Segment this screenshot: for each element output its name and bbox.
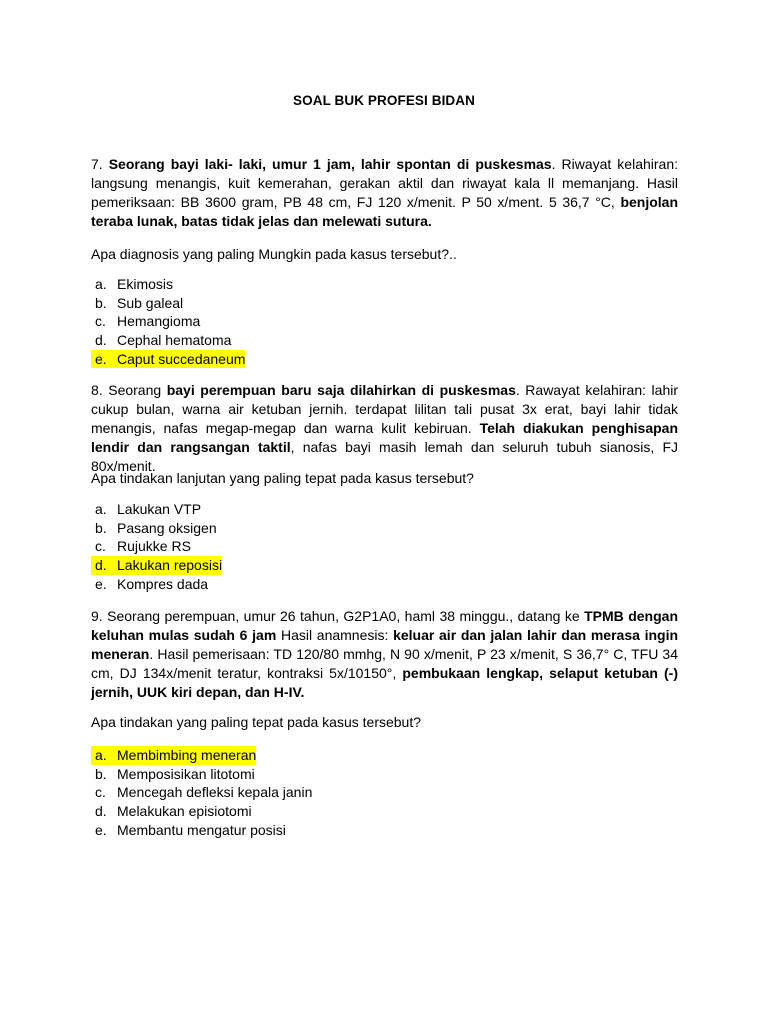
- option-b: b. Sub galeal: [95, 294, 184, 311]
- question-emphasis: keluar air dan jalan lahir dan merasa ingin meneran: [91, 627, 679, 662]
- question-8-prompt: Apa tindakan lanjutan yang paling tepat pada kasus tersebut?: [91, 470, 474, 486]
- option-d-answer: [91, 556, 678, 575]
- option-a-answer: [91, 746, 678, 765]
- question-emphasis: Seorang bayi laki- laki, umur 1 jam, lahir spontan di puskesmas: [108, 156, 552, 172]
- question-9-options: [91, 746, 678, 839]
- answer-highlight: e. Caput succedaneum: [91, 350, 245, 369]
- question-emphasis: TPMB dengan keluhan mulas sudah 6 jam: [91, 608, 678, 643]
- question-9: [91, 607, 678, 702]
- question-9-prompt-block: [91, 713, 678, 732]
- question-8: [91, 381, 678, 476]
- question-9-prompt: Apa tindakan yang paling tepat pada kasus tersebut?: [91, 714, 422, 730]
- option-a: a. Lakukan VTP: [95, 501, 202, 517]
- option-d: d. Cephal hematoma: [95, 332, 232, 349]
- question-body: . Riwayat kelahiran: langsung menangis, kuit kemerahan, gerakan aktil dan riwayat kala ll memanjang. Hasil pemeriksaan: BB 3600 gram, PB 48 cm, FJ 120 x/menit. P 50 x/ment. 5 36,7 °C,: [91, 156, 678, 210]
- question-emphasis: benjolan teraba lunak, batas tidak jelas dan melewati sutura.: [91, 194, 678, 229]
- question-8-prompt-block: [91, 469, 678, 488]
- question-8-options: [91, 500, 678, 593]
- answer-highlight: d. Lakukan reposisi: [91, 556, 222, 575]
- option-e: e. Kompres dada: [95, 575, 209, 592]
- question-7-options: [91, 275, 678, 368]
- question-9-text: 9. Seorang perempuan, umur 26 tahun, G2P1A0, haml 38 minggu., datang ke TPMB dengan keluhan mulas sudah 6 jam Hasil anamnesis: keluar air dan jalan lahir dan merasa ingin meneran. Hasil pemerisaan: TD 120/80 mmhg, N 90 x/menit, P 23 x/menit, S 36,7° C, TFU 34 cm, DJ 134x/menit teratur, kontraksi 5x/10150°, pembukaan lengkap, selaput ketuban (-) jernih, UUK kiri depan, dan H-IV.: [91, 608, 679, 700]
- option-c: c. Hemangioma: [95, 313, 201, 330]
- document-title: SOAL BUK PROFESI BIDAN: [293, 93, 475, 108]
- question-7-prompt: Apa diagnosis yang paling Mungkin pada kasus tersebut?..: [91, 246, 457, 262]
- option-e: e. Membantu mengatur posisi: [95, 821, 286, 838]
- question-emphasis: Telah diakukan penghisapan lendir dan rangsangan taktil: [91, 420, 678, 455]
- question-emphasis: bayi perempuan baru saja dilahirkan di puskesmas: [166, 382, 516, 398]
- question-7-prompt-block: [91, 245, 678, 264]
- question-7: [91, 155, 678, 231]
- question-8-text: 8. Seorang bayi perempuan baru saja dilahirkan di puskesmas. Rawayat kelahiran: lahir cukup bulan, warna air ketuban jernih. terdapat lilitan tali pusat 3x erat, bayi lahir tidak menangis, nafas megap-megap dan warna kulit kebiruan. Telah diakukan penghisapan lendir dan rangsangan taktil, nafas bayi masih lemah dan seluruh tubuh sianosis, FJ 80x/menit.: [91, 382, 679, 474]
- answer-highlight: a. Membimbing meneran: [91, 746, 256, 765]
- option-b: b. Pasang oksigen: [95, 519, 217, 536]
- option-d: d. Melakukan episiotomi: [95, 803, 252, 820]
- option-c: c. Rujukke RS: [95, 538, 191, 555]
- option-c: c. Mencegah defleksi kepala janin: [95, 784, 313, 801]
- question-number: 8.: [91, 382, 103, 398]
- question-number: 7.: [91, 156, 103, 172]
- question-7-text: [91, 155, 678, 231]
- option-a: a. Ekimosis: [95, 276, 174, 292]
- option-b: b. Memposisikan litotomi: [95, 765, 255, 782]
- option-e-answer: [91, 350, 678, 369]
- question-number: 9.: [91, 608, 103, 624]
- question-emphasis: pembukaan lengkap, selaput ketuban (-) jernih, UUK kiri depan, dan H-IV.: [91, 665, 678, 700]
